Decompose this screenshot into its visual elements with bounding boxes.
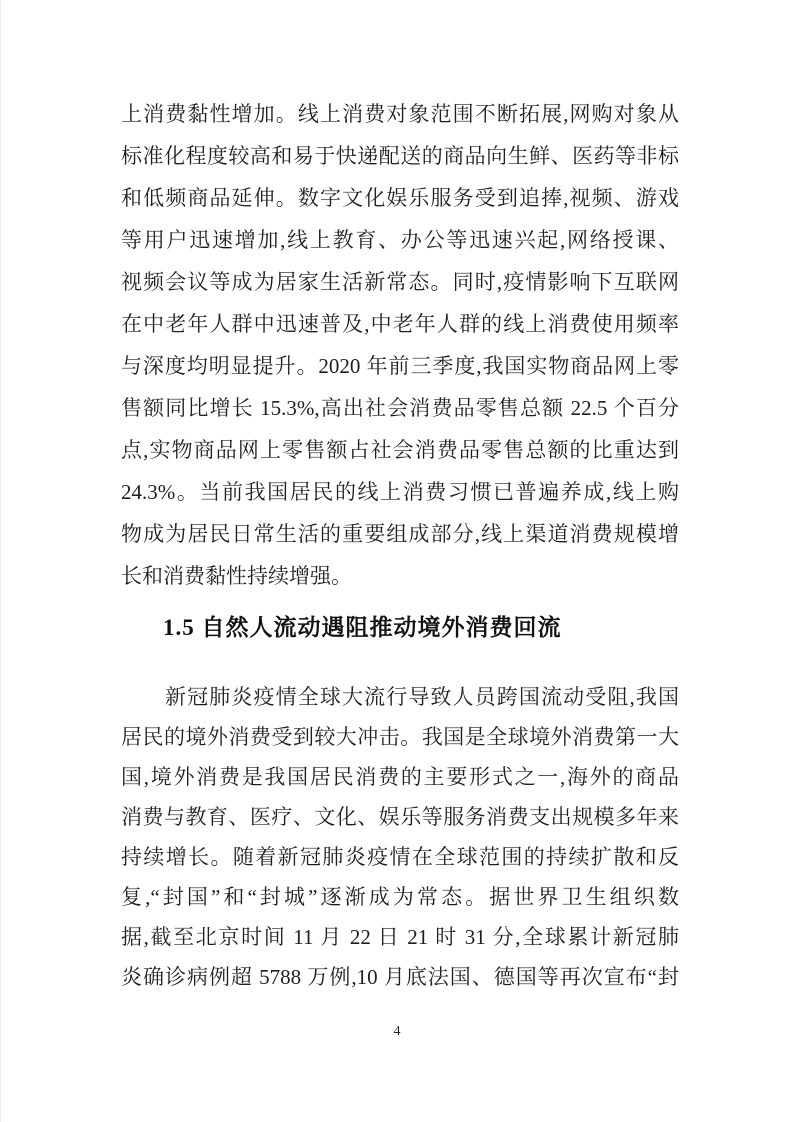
body-text-line: 标准化程度较高和易于快递配送的商品向生鲜、医药等非标 [121,144,679,168]
paragraph-1 [121,93,679,597]
body-text-line: 消费与教育、医疗、文化、娱乐等服务消费支出规模多年来 [121,805,679,829]
page-number: 4 [393,1024,401,1039]
body-text-line: 长和消费黏性持续增强。 [121,564,352,588]
body-text-line: 国,境外消费是我国居民消费的主要形式之一,海外的商品 [121,765,679,789]
body-text-line: 视频会议等成为居家生活新常态。同时,疫情影响下互联网 [121,270,679,294]
body-text-line: 持续增长。随着新冠肺炎疫情在全球范围的持续扩散和反 [121,845,679,869]
body-text-line: 24.3%。当前我国居民的线上消费习惯已普遍养成,线上购 [121,480,679,504]
body-text-line: 售额同比增长 15.3%,高出社会消费品零售总额 22.5 个百分 [121,396,679,420]
body-text-line: 居民的境外消费受到较大冲击。我国是全球境外消费第一大 [121,725,679,749]
body-text-line: 点,实物商品网上零售额占社会消费品零售总额的比重达到 [121,438,679,462]
text-column [121,93,679,997]
paragraph-2 [121,677,679,997]
body-text-line: 新冠肺炎疫情全球大流行导致人员跨国流动受阻,我国 [165,685,679,709]
section-heading: 1.5 自然人流动遇阻推动境外消费回流 [163,615,562,640]
body-text-line: 物成为居民日常生活的重要组成部分,线上渠道消费规模增 [121,522,679,546]
body-text-line: 上消费黏性增加。线上消费对象范围不断拓展,网购对象从 [121,102,679,126]
body-text-line: 和低频商品延伸。数字文化娱乐服务受到追捧,视频、游戏 [121,186,679,210]
body-text-line: 与深度均明显提升。2020 年前三季度,我国实物商品网上零 [121,354,679,378]
body-text-line: 据,截至北京时间 11 月 22 日 21 时 31 分,全球累计新冠肺 [121,925,679,949]
body-text-line: 炎确诊病例超 5788 万例,10 月底法国、德国等再次宣布“封 [121,965,679,989]
body-text-line: 在中老年人群中迅速普及,中老年人群的线上消费使用频率 [121,312,679,336]
body-text-line: 复,“封国”和“封城”逐渐成为常态。据世界卫生组织数 [121,885,679,909]
body-text-line: 等用户迅速增加,线上教育、办公等迅速兴起,网络授课、 [121,228,679,252]
